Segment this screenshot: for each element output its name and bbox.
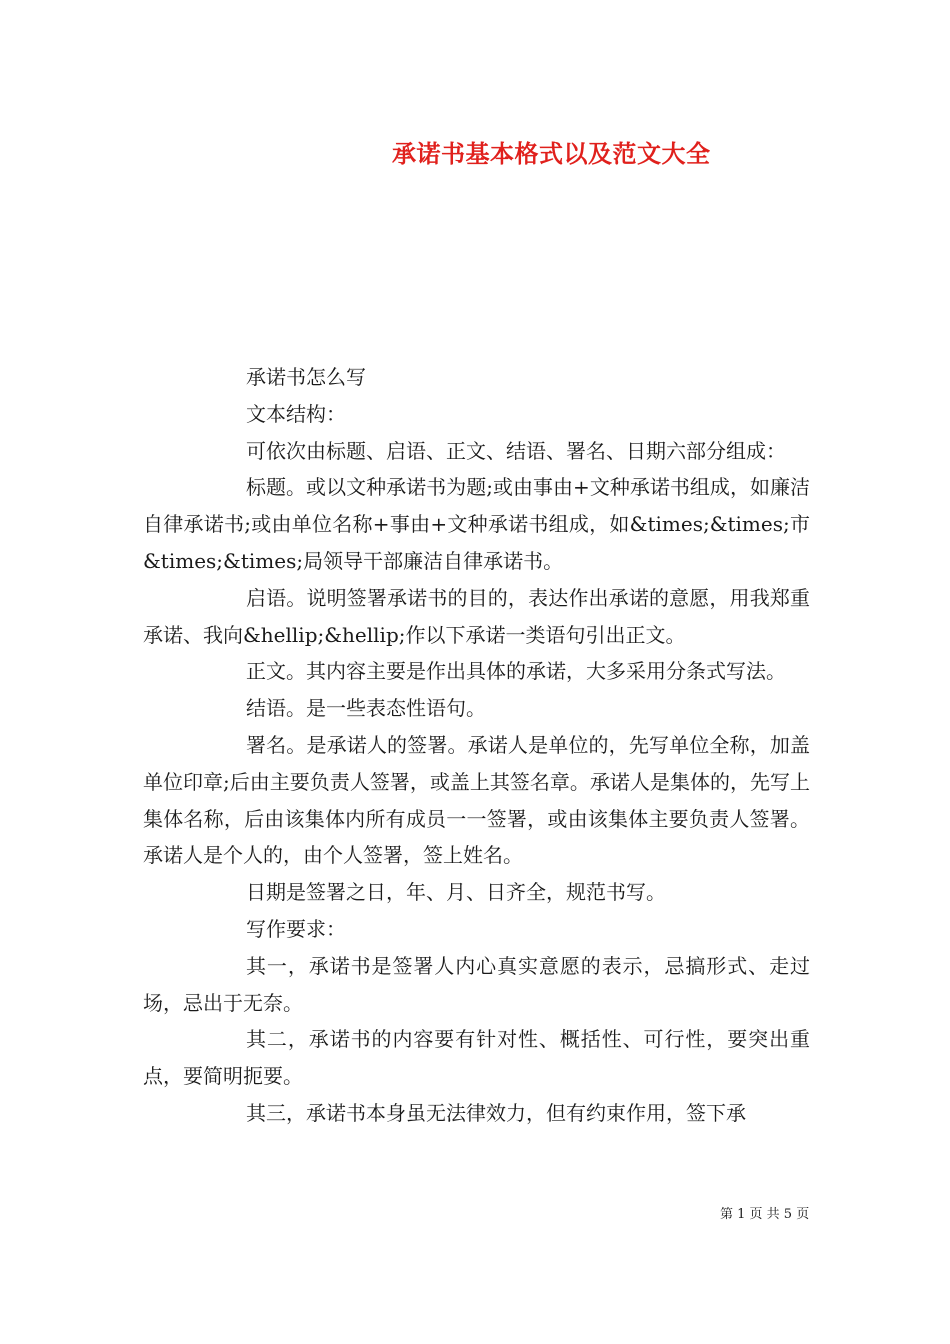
paragraph: 承诺书怎么写 <box>246 365 366 389</box>
paragraph: 写作要求： <box>246 916 346 941</box>
page-number-footer: 第 1 页 共 5 页 <box>720 1207 810 1222</box>
paragraph: 正文。其内容主要是作出具体的承诺，大多采用分条式写法。 <box>246 659 786 684</box>
document-title: 承诺书基本格式以及范文大全 <box>392 139 711 168</box>
document-body <box>143 359 810 1132</box>
paragraph: 其二，承诺书的内容要有针对性、概括性、可行性，要突出重点，要简明扼要。 <box>143 1027 810 1089</box>
paragraph: 启语。说明签署承诺书的目的，表达作出承诺的意愿，用我郑重承诺、我向&hellip;&hellip;作以下承诺一类语句引出正文。 <box>143 585 810 647</box>
paragraph: 日期是签署之日，年、月、日齐全，规范书写。 <box>246 880 666 905</box>
paragraph: 其一，承诺书是签署人内心真实意愿的表示，忌搞形式、走过场，忌出于无奈。 <box>143 953 810 1015</box>
paragraph: 文本结构： <box>246 401 346 426</box>
paragraph: 可依次由标题、启语、正文、结语、署名、日期六部分组成： <box>246 438 786 463</box>
paragraph: 其三，承诺书本身虽无法律效力，但有约束作用，签下承 <box>246 1100 746 1125</box>
paragraph: 结语。是一些表态性语句。 <box>246 696 486 721</box>
paragraph: 标题。或以文种承诺书为题;或由事由+文种承诺书组成，如廉洁自律承诺书;或由单位名称+事由+文种承诺书组成，如&times;&times;市&times;&times;局领导干部廉洁自律承诺书。 <box>143 475 810 573</box>
paragraph: 署名。是承诺人的签署。承诺人是单位的，先写单位全称，加盖单位印章;后由主要负责人签署，或盖上其签名章。承诺人是集体的，先写上集体名称，后由该集体内所有成员一一签署，或由该集体主要负责人签署。承诺人是个人的，由个人签署，签上姓名。 <box>143 732 810 868</box>
